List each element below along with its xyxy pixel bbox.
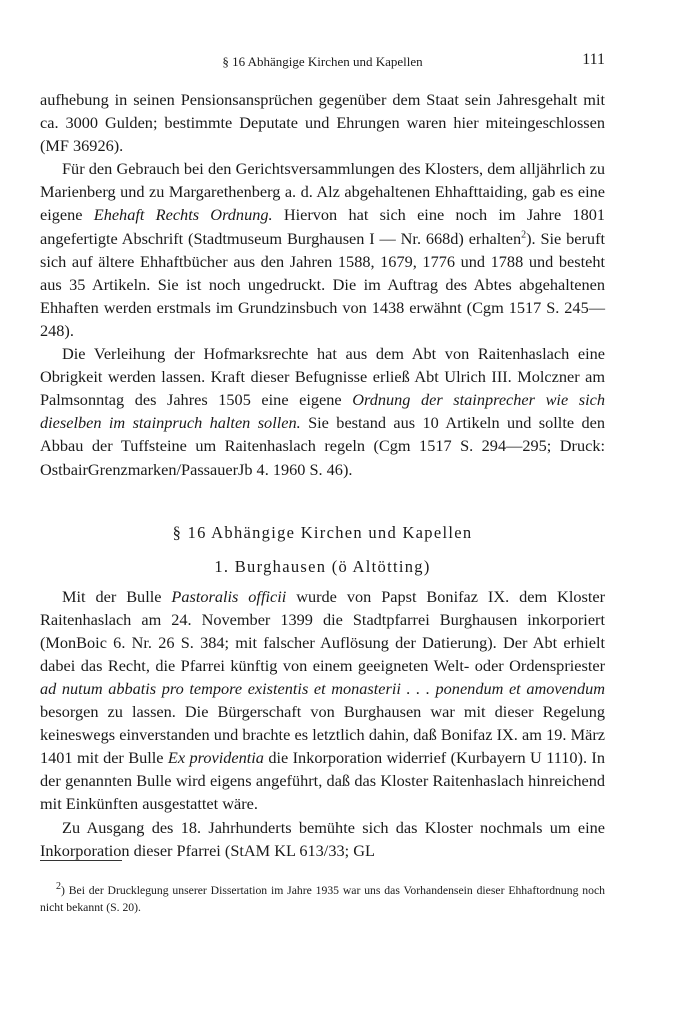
text-run: Mit der Bulle bbox=[62, 586, 172, 606]
footnote-text: ) Bei der Drucklegung unserer Dissertation im Jahre 1935 war uns das Vorhandensein dieser Ehhaftordnung noch nicht bekannt (S. 20). bbox=[40, 884, 605, 914]
footnote-ref: 2 bbox=[521, 229, 527, 241]
running-head bbox=[40, 50, 605, 72]
italic-title: Ex providentia bbox=[167, 748, 264, 768]
italic-title: Ehehaft Rechts Ordnung. bbox=[93, 205, 273, 225]
text-run: die Inkorporation widerrief (Kurbayern U 1110). In der genannten Bulle wird eigens angeführt, daß das Kloster Raitenhaslach hinreichend mit Einkünften ausgestattet wäre. bbox=[40, 748, 605, 814]
footnote-marker: 2 bbox=[56, 881, 61, 893]
italic-quote: ad nutum abbatis pro tempore existentis et monasterii . . . ponendum et amovendum bbox=[40, 678, 605, 698]
paragraph-2 bbox=[40, 157, 605, 342]
italic-title: Pastoralis officii bbox=[171, 586, 287, 606]
page-number: 111 bbox=[582, 51, 605, 68]
italic-title: Ordnung der stainprecher wie sich dieselben im stainpruch halten sollen. bbox=[40, 390, 605, 433]
text-run: Die Verleihung der Hofmarksrechte hat aus dem Abt von Raitenhaslach eine Obrigkeit werden lassen. Kraft dieser Befugnisse erließ Abt Ulrich III. Molczner am Palmsonntag des Jahres 1505 eine eigene bbox=[40, 344, 605, 410]
subsection-heading: 1. Burghausen (ö Altötting) bbox=[214, 556, 431, 576]
paragraph-5: Zu Ausgang des 18. Jahrhunderts bemühte sich das Kloster nochmals um eine Inkorporation dieser Pfarrei (StAM KL 613/33; GL bbox=[40, 817, 605, 860]
text-run: wurde von Papst Bonifaz IX. dem Kloster Raitenhaslach am 24. November 1399 die Stadtpfarrei Burghausen inkorporiert (MonBoic 6. Nr. 26 S. 384; mit falscher Auflösung der Datierung). Der Abt erhielt dabei das Recht, die Pfarrei künftig von einem geeigneten Welt- oder Ordenspriester bbox=[40, 586, 605, 675]
running-title: § 16 Abhängige Kirchen und Kapellen bbox=[222, 54, 423, 69]
text-run: Für den Gebrauch bei den Gerichtsversammlungen des Klosters, dem alljährlich zu Marienberg und zu Margarethenberg a. d. Alz abgehaltenen Ehhafttaiding, gab es eine eigene bbox=[40, 159, 605, 225]
text-run: Sie bestand aus 10 Artikeln und sollte den Abbau der Tuffsteine um Raitenhaslach regeln (Cgm 1517 S. 294—295; Druck: OstbairGrenzmarken/PassauerJb 4. 1960 S. 46). bbox=[40, 413, 605, 479]
section-heading: § 16 Abhängige Kirchen und Kapellen bbox=[172, 522, 473, 542]
main-text bbox=[40, 88, 605, 862]
footnote bbox=[40, 882, 605, 916]
text-run: Hiervon hat sich eine noch im Jahre 1801 angefertigte Abschrift (Stadtmuseum Burghausen I — Nr. 668d) erhalten bbox=[40, 205, 605, 248]
footnote-divider bbox=[40, 860, 122, 861]
paragraph-1: aufhebung in seinen Pensionsansprüchen gegenüber dem Staat sein Jahresgehalt mit ca. 3000 Gulden; bestimmte Deputate und Ehrungen waren hier miteingeschlossen (MF 36926). bbox=[40, 90, 605, 156]
text-run: besorgen zu lassen. Die Bürgerschaft von Burghausen war mit dieser Regelung keineswegs einverstanden und brachte es letztlich dahin, daß Bonifaz IX. am 19. März 1401 mit der Bulle bbox=[40, 702, 605, 768]
text-run: ). Sie beruft sich auf ältere Ehhaftbücher aus den Jahren 1588, 1679, 1776 und 1788 und besteht aus 35 Artikeln. Sie ist noch ungedruckt. Die im Auftrag des Abtes abgehaltenen Ehhaften werden erstmals im Grundzinsbuch von 1438 erwähnt (Cgm 1517 S. 245—248). bbox=[40, 228, 606, 340]
paragraph-3 bbox=[40, 342, 605, 481]
paragraph-4 bbox=[40, 585, 605, 816]
